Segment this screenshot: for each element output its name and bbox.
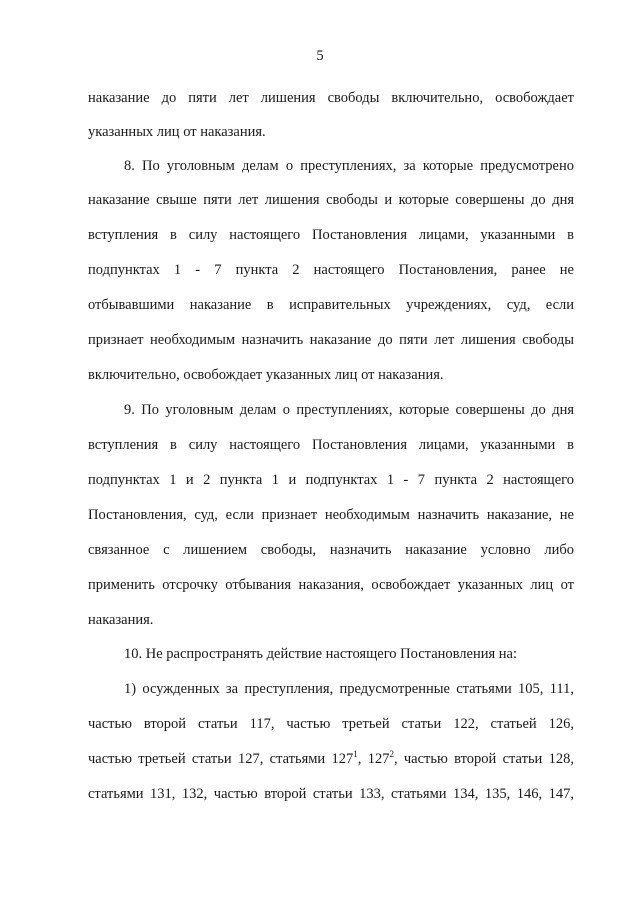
paragraph-10-first-line: 10. Не распространять действие настоящего Постановления на: <box>124 646 518 662</box>
paragraph-9-first-line: 9. По уголовным делам о преступлениях, которые совершены до дня <box>124 402 574 418</box>
text-line: вступления в силу настоящего Постановления лицами, указанными в <box>88 227 574 243</box>
line-part: , 127 <box>357 751 390 767</box>
text-line: отбывавшими наказание в исправительных учреждениях, суд, если <box>88 297 574 313</box>
text-line: применить отсрочку отбывания наказания, освобождает указанных лиц от <box>88 577 574 593</box>
text-line: вступления в силу настоящего Постановления лицами, указанными в <box>88 437 574 453</box>
text-line: наказание до пяти лет лишения свободы включительно, освобождает <box>88 90 574 106</box>
superscript: 2 <box>389 749 394 760</box>
text-line: подпунктах 1 - 7 пункта 2 настоящего Постановления, ранее не <box>88 262 574 278</box>
text-line: наказания. <box>88 612 154 628</box>
text-line: признает необходимым назначить наказание до пяти лет лишения свободы <box>88 332 574 348</box>
paragraph-8-first-line: 8. По уголовным делам о преступлениях, за которые предусмотрено <box>124 158 574 174</box>
text-line: подпунктах 1 и 2 пункта 1 и подпунктах 1 - 7 пункта 2 настоящего <box>88 472 574 488</box>
page-number: 5 <box>316 48 324 64</box>
subpoint-1-first-line: 1) осужденных за преступления, предусмотренные статьями 105, 111, <box>124 681 574 697</box>
text-line-with-superscripts <box>88 750 574 768</box>
text-line: включительно, освобождает указанных лиц от наказания. <box>88 367 444 383</box>
text-line: частью второй статьи 117, частью третьей статьи 122, статьей 126, <box>88 716 574 732</box>
text-line: наказание свыше пяти лет лишения свободы и которые совершены до дня <box>88 192 574 208</box>
text-line: Постановления, суд, если признает необходимым назначить наказание, не <box>88 507 574 523</box>
line-part: частью третьей статьи 127, статьями 127 <box>88 751 354 767</box>
superscript: 1 <box>353 749 358 760</box>
text-line: связанное с лишением свободы, назначить наказание условно либо <box>88 542 574 558</box>
line-part: , частью второй статьи 128, <box>393 751 575 767</box>
text-line: статьями 131, 132, частью второй статьи 133, статьями 134, 135, 146, 147, <box>88 786 574 802</box>
text-line: указанных лиц от наказания. <box>88 124 266 140</box>
